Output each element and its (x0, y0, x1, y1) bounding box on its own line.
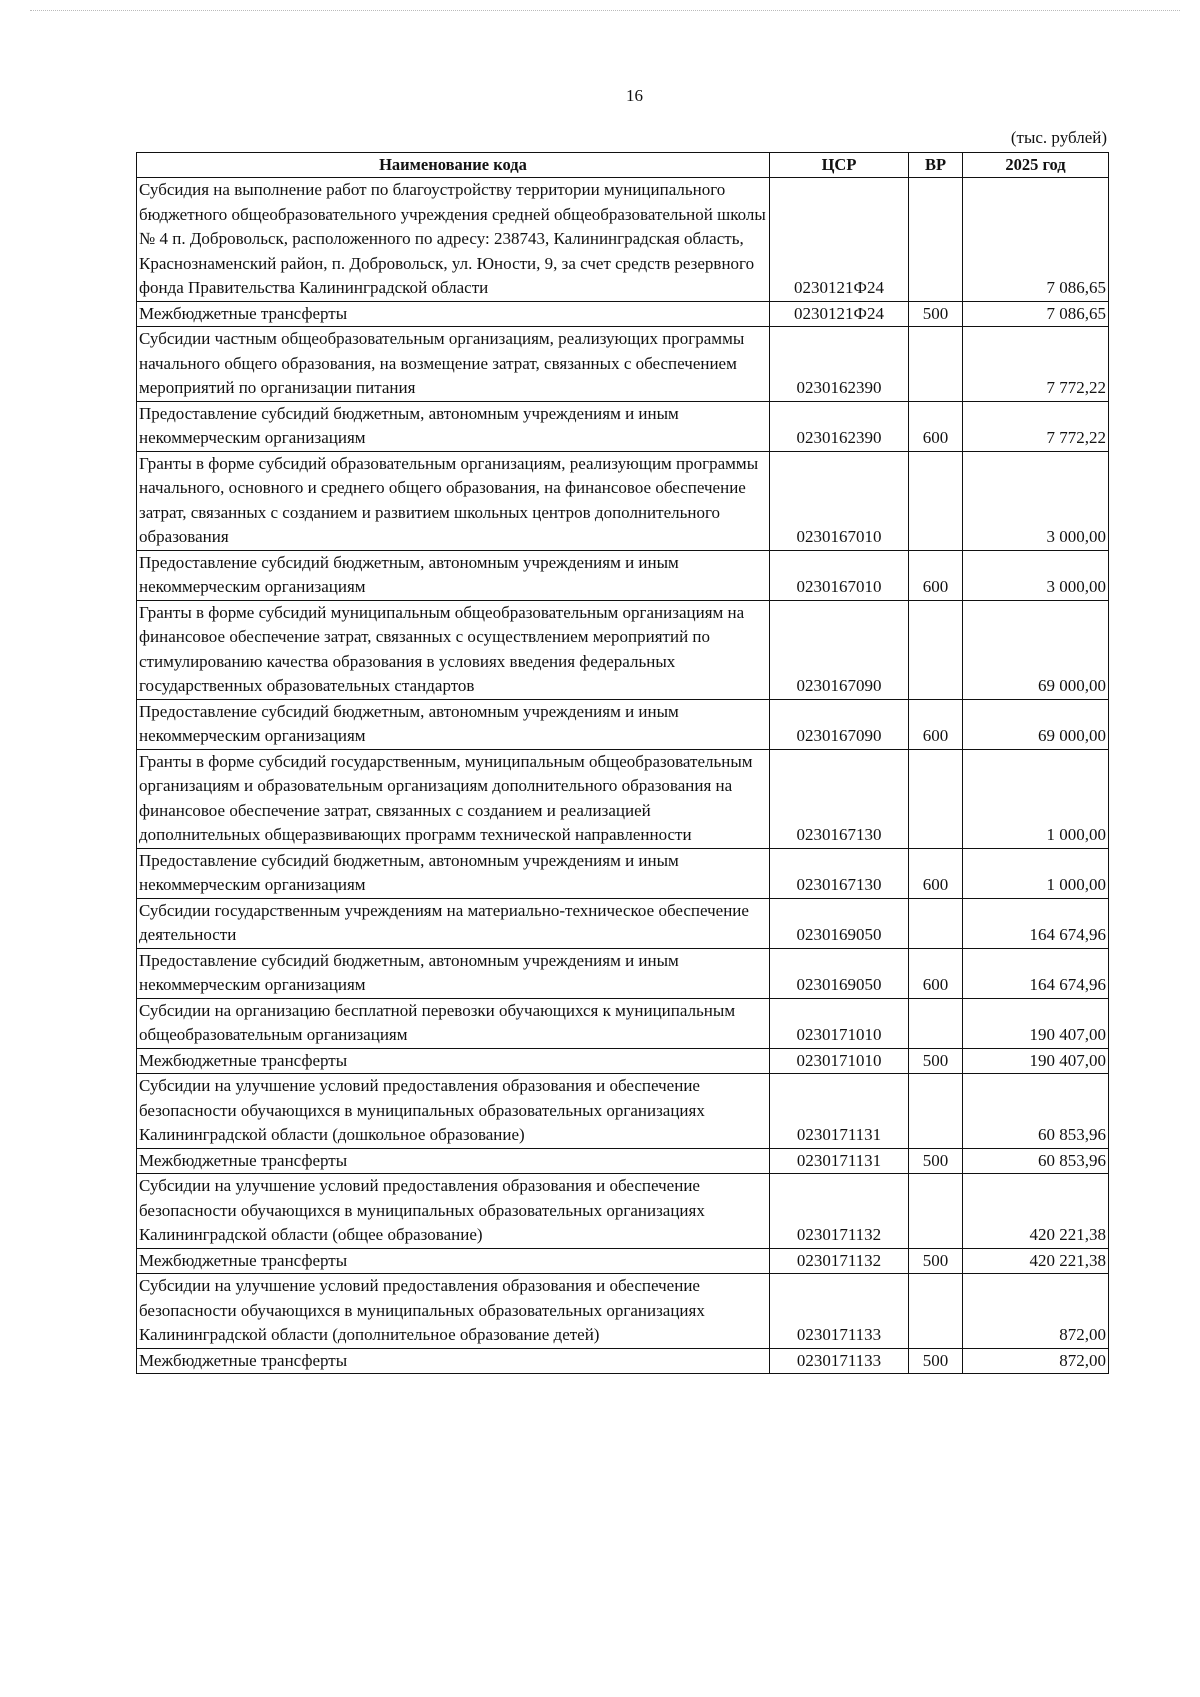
row-name-cell: Гранты в форме субсидий муниципальным общеобразовательным организациям на финансовое обеспечение затрат, связанных с осуществлением мероприятий по стимулированию качества образования в условиях введения федеральных государственных образовательных стандартов (137, 600, 770, 699)
row-vr-cell: 500 (909, 1348, 963, 1374)
table-row (137, 1274, 1109, 1349)
row-name-cell: Субсидии на организацию бесплатной перевозки обучающихся к муниципальным общеобразовательным организациям (137, 998, 770, 1048)
row-csr-cell: 0230167010 (770, 451, 909, 550)
table-row (137, 1248, 1109, 1274)
units-label: (тыс. рублей) (1010, 128, 1107, 147)
row-amount-cell: 190 407,00 (963, 998, 1109, 1048)
row-csr-cell: 0230121Ф24 (770, 178, 909, 302)
row-name-cell: Предоставление субсидий бюджетным, автономным учреждениям и иным некоммерческим организациям (137, 699, 770, 749)
row-name-cell: Субсидия на выполнение работ по благоустройству территории муниципального бюджетного общеобразовательного учреждения средней общеобразовательной школы № 4 п. Добровольск, расположенного по адресу: 238743, Калининградская область, Краснознаменский район, п. Добровольск, ул. Юности, 9, за счет средств резервного фонда Правительства Калининградской области (137, 178, 770, 302)
row-vr-cell (909, 327, 963, 402)
scan-noise (30, 10, 1180, 12)
table-row (137, 848, 1109, 898)
row-name-cell: Межбюджетные трансферты (137, 1148, 770, 1174)
row-csr-cell: 0230171131 (770, 1148, 909, 1174)
row-vr-cell (909, 1174, 963, 1249)
row-csr-cell: 0230171131 (770, 1074, 909, 1149)
table-row (137, 451, 1109, 550)
page-number: 16 (626, 86, 643, 105)
row-amount-cell: 69 000,00 (963, 600, 1109, 699)
row-name-cell: Гранты в форме субсидий государственным, муниципальным общеобразовательным организациям и образовательным организациям дополнительного образования на финансовое обеспечение затрат, связанных с созданием и реализацией дополнительных общеразвивающих программ технической направленности (137, 749, 770, 848)
row-amount-cell: 164 674,96 (963, 948, 1109, 998)
row-vr-cell: 600 (909, 401, 963, 451)
table-row (137, 948, 1109, 998)
budget-table (136, 152, 1109, 1374)
row-amount-cell: 164 674,96 (963, 898, 1109, 948)
row-amount-cell: 1 000,00 (963, 848, 1109, 898)
row-name-cell: Межбюджетные трансферты (137, 1248, 770, 1274)
row-vr-cell: 500 (909, 301, 963, 327)
table-row (137, 301, 1109, 327)
table-row (137, 1074, 1109, 1149)
row-vr-cell (909, 898, 963, 948)
row-name-cell: Предоставление субсидий бюджетным, автономным учреждениям и иным некоммерческим организациям (137, 401, 770, 451)
table-header-row (137, 153, 1109, 178)
row-vr-cell (909, 451, 963, 550)
row-name-cell: Предоставление субсидий бюджетным, автономным учреждениям и иным некоммерческим организациям (137, 848, 770, 898)
row-vr-cell: 600 (909, 948, 963, 998)
row-csr-cell: 0230162390 (770, 327, 909, 402)
header-vr: ВР (909, 153, 963, 178)
row-csr-cell: 0230171010 (770, 998, 909, 1048)
header-amount: 2025 год (963, 153, 1109, 178)
row-csr-cell: 0230167090 (770, 600, 909, 699)
row-amount-cell: 7 772,22 (963, 401, 1109, 451)
row-csr-cell: 0230167090 (770, 699, 909, 749)
row-vr-cell (909, 1274, 963, 1349)
row-name-cell: Предоставление субсидий бюджетным, автономным учреждениям и иным некоммерческим организациям (137, 550, 770, 600)
table-row (137, 898, 1109, 948)
header-name: Наименование кода (137, 153, 770, 178)
table-row (137, 178, 1109, 302)
row-csr-cell: 0230167130 (770, 749, 909, 848)
row-amount-cell: 7 086,65 (963, 301, 1109, 327)
row-vr-cell: 500 (909, 1248, 963, 1274)
table-row (137, 327, 1109, 402)
row-csr-cell: 0230167130 (770, 848, 909, 898)
table-row (137, 998, 1109, 1048)
row-name-cell: Межбюджетные трансферты (137, 1348, 770, 1374)
row-amount-cell: 7 772,22 (963, 327, 1109, 402)
row-vr-cell (909, 600, 963, 699)
row-amount-cell: 69 000,00 (963, 699, 1109, 749)
row-amount-cell: 7 086,65 (963, 178, 1109, 302)
row-amount-cell: 3 000,00 (963, 550, 1109, 600)
row-name-cell: Предоставление субсидий бюджетным, автономным учреждениям и иным некоммерческим организациям (137, 948, 770, 998)
row-vr-cell: 600 (909, 550, 963, 600)
table-row (137, 550, 1109, 600)
table-row (137, 1048, 1109, 1074)
row-csr-cell: 0230171132 (770, 1174, 909, 1249)
table-body (137, 178, 1109, 1374)
table-row (137, 749, 1109, 848)
row-amount-cell: 1 000,00 (963, 749, 1109, 848)
row-vr-cell: 500 (909, 1148, 963, 1174)
table-row (137, 1348, 1109, 1374)
row-name-cell: Субсидии государственным учреждениям на материально-техническое обеспечение деятельности (137, 898, 770, 948)
row-vr-cell: 600 (909, 699, 963, 749)
header-csr: ЦСР (770, 153, 909, 178)
row-name-cell: Субсидии частным общеобразовательным организациям, реализующих программы начального общего образования, на возмещение затрат, связанных с обеспечением мероприятий по организации питания (137, 327, 770, 402)
row-amount-cell: 420 221,38 (963, 1174, 1109, 1249)
row-name-cell: Гранты в форме субсидий образовательным организациям, реализующим программы начального, основного и среднего общего образования, на финансовое обеспечение затрат, связанных с созданием и развитием школьных центров дополнительного образования (137, 451, 770, 550)
table-row (137, 699, 1109, 749)
row-name-cell: Межбюджетные трансферты (137, 301, 770, 327)
row-amount-cell: 420 221,38 (963, 1248, 1109, 1274)
row-amount-cell: 872,00 (963, 1348, 1109, 1374)
row-csr-cell: 0230169050 (770, 898, 909, 948)
row-csr-cell: 0230171132 (770, 1248, 909, 1274)
row-csr-cell: 0230171133 (770, 1274, 909, 1349)
row-name-cell: Субсидии на улучшение условий предоставления образования и обеспечение безопасности обучающихся в муниципальных образовательных организациях Калининградской области (общее образование) (137, 1174, 770, 1249)
row-vr-cell (909, 749, 963, 848)
table-row (137, 600, 1109, 699)
row-name-cell: Субсидии на улучшение условий предоставления образования и обеспечение безопасности обучающихся в муниципальных образовательных организациях Калининградской области (дошкольное образование) (137, 1074, 770, 1149)
row-vr-cell (909, 998, 963, 1048)
row-amount-cell: 872,00 (963, 1274, 1109, 1349)
row-csr-cell: 0230167010 (770, 550, 909, 600)
table-row (137, 401, 1109, 451)
row-csr-cell: 0230121Ф24 (770, 301, 909, 327)
row-vr-cell (909, 1074, 963, 1149)
row-amount-cell: 60 853,96 (963, 1148, 1109, 1174)
row-vr-cell: 600 (909, 848, 963, 898)
table-row (137, 1148, 1109, 1174)
table-row (137, 1174, 1109, 1249)
row-name-cell: Субсидии на улучшение условий предоставления образования и обеспечение безопасности обучающихся в муниципальных образовательных организациях Калининградской области (дополнительное образование детей) (137, 1274, 770, 1349)
row-amount-cell: 190 407,00 (963, 1048, 1109, 1074)
row-csr-cell: 0230162390 (770, 401, 909, 451)
row-name-cell: Межбюджетные трансферты (137, 1048, 770, 1074)
row-csr-cell: 0230171010 (770, 1048, 909, 1074)
row-amount-cell: 3 000,00 (963, 451, 1109, 550)
row-vr-cell (909, 178, 963, 302)
row-amount-cell: 60 853,96 (963, 1074, 1109, 1149)
row-csr-cell: 0230169050 (770, 948, 909, 998)
row-vr-cell: 500 (909, 1048, 963, 1074)
row-csr-cell: 0230171133 (770, 1348, 909, 1374)
